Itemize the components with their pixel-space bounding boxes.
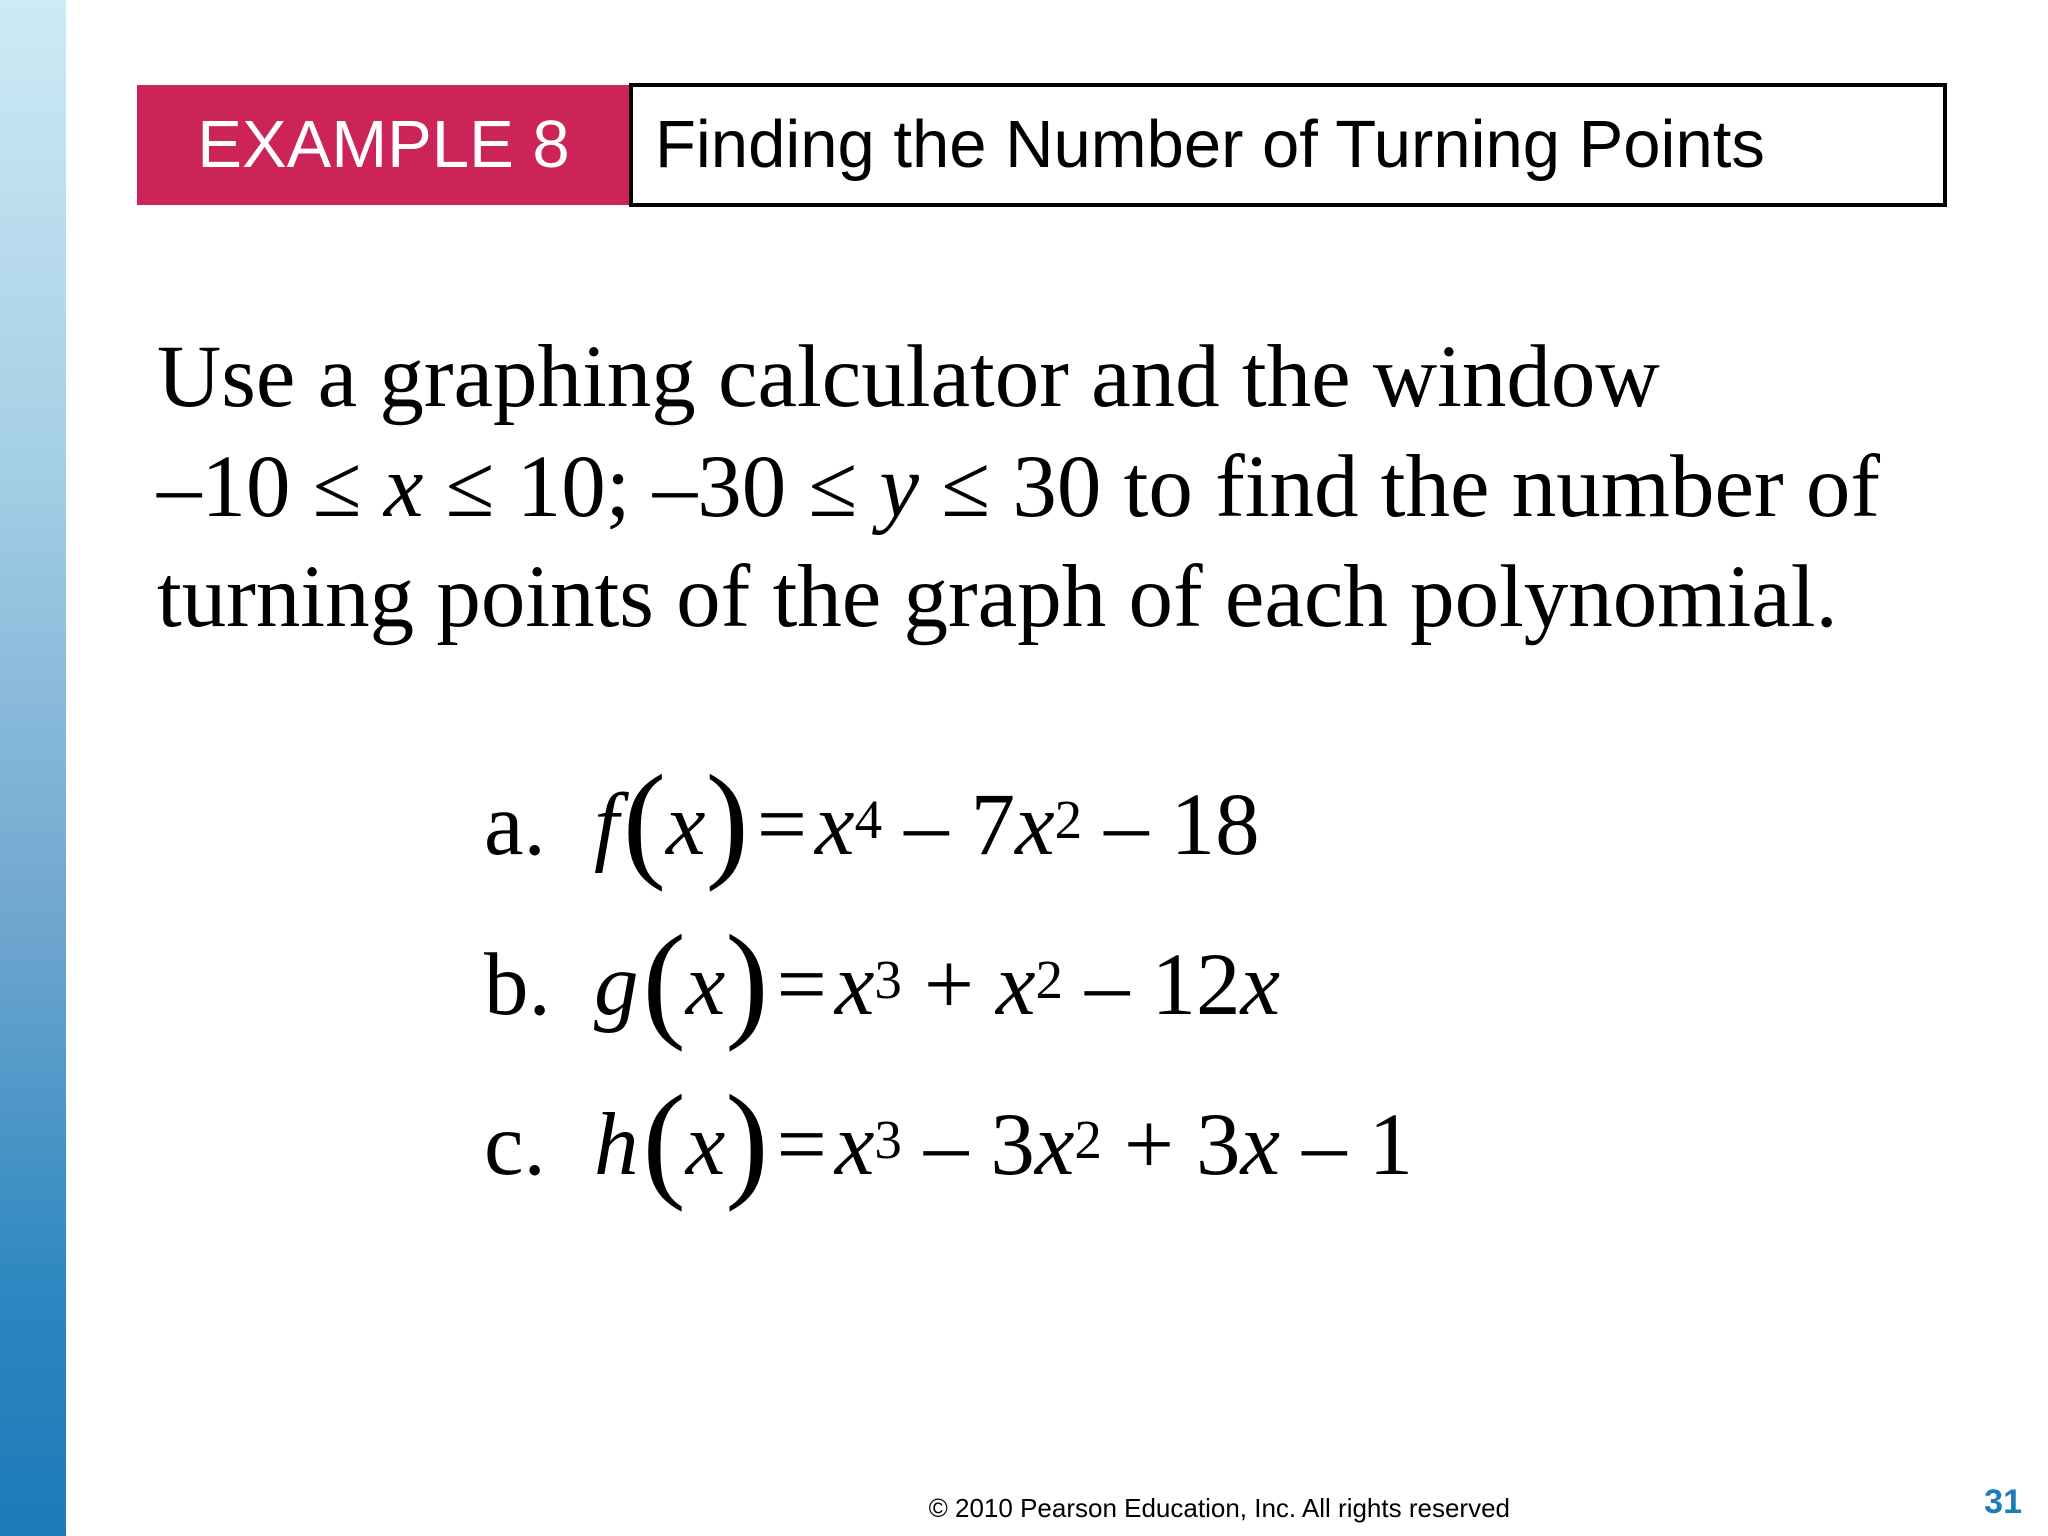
problem-b <box>484 905 1413 1065</box>
problem-label: b. <box>484 936 551 1034</box>
polynomial-expression: f ( x ) = x $^4$ – 7 x $^2$ – 18 <box>594 749 1260 893</box>
intro-line-3: turning points of the graph of each polynomial. <box>157 548 1838 646</box>
page-number: 31 <box>1984 1483 2022 1521</box>
intro-text <box>157 322 1977 652</box>
problem-list <box>484 745 1413 1225</box>
problem-a <box>484 745 1413 905</box>
problem-label: c. <box>484 1096 546 1194</box>
example-title: Finding the Number of Turning Points <box>629 83 1947 207</box>
polynomial-expression: h ( x ) = x $^3$ – 3 x $^2$ + 3 x – 1 <box>594 1069 1414 1213</box>
side-gradient-bar <box>0 0 66 1536</box>
intro-line-1: Use a graphing calculator and the window <box>157 328 1660 426</box>
problem-c <box>484 1065 1413 1225</box>
polynomial-expression: g ( x ) = x $^3$ + x $^2$ – 12 x <box>594 909 1281 1053</box>
problem-label: a. <box>484 776 546 874</box>
intro-line-2: –10 ≤ x ≤ 10; –30 ≤ y ≤ 30 to find the number of <box>157 438 1880 536</box>
example-tag: EXAMPLE 8 <box>137 85 630 205</box>
copyright-footer: © 2010 Pearson Education, Inc. All rights reserved <box>928 1493 1510 1523</box>
